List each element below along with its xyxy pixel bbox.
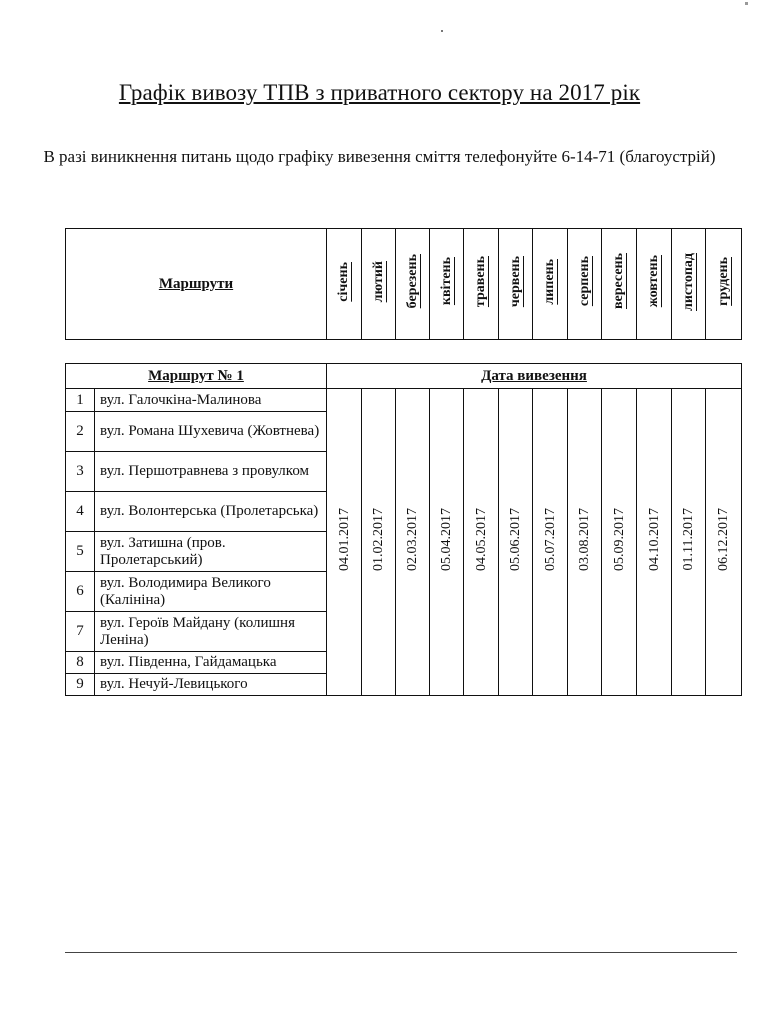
- street-name: вул. Затишна (пров. Пролетарський): [95, 532, 327, 572]
- date-cell: [464, 389, 499, 696]
- date-cell: [396, 389, 430, 696]
- pickup-date: 01.02.2017: [371, 508, 386, 571]
- date-cell: [568, 389, 602, 696]
- date-cell: [362, 389, 396, 696]
- pickup-date: 02.03.2017: [405, 508, 420, 571]
- scan-speck: [441, 30, 443, 32]
- month-label: травень: [473, 255, 488, 308]
- footer-divider: [65, 952, 737, 953]
- month-label: листопад: [680, 252, 696, 311]
- street-name: вул. Романа Шухевича (Жовтнева): [95, 412, 327, 452]
- pickup-date: 03.08.2017: [577, 508, 592, 571]
- date-cell: [499, 389, 533, 696]
- month-cell: [327, 229, 362, 340]
- pickup-date: 04.01.2017: [336, 508, 352, 571]
- months-header-table: [65, 228, 742, 340]
- date-cell: [672, 389, 706, 696]
- street-name: вул. Галочкіна-Малинова: [95, 389, 327, 412]
- pickup-date: 05.04.2017: [439, 508, 454, 571]
- month-cell: [396, 229, 430, 340]
- street-name: вул. Першотравнева з провулком: [95, 452, 327, 492]
- scan-speck: [745, 2, 748, 5]
- pickup-date: 05.09.2017: [611, 508, 627, 571]
- date-cell: [637, 389, 672, 696]
- route-name: Маршрут № 1: [66, 364, 327, 389]
- date-cell: [430, 389, 464, 696]
- month-cell: [430, 229, 464, 340]
- routes-header-cell: [66, 229, 327, 340]
- month-label: червень: [507, 255, 523, 308]
- date-cell: [533, 389, 568, 696]
- street-name: вул. Волонтерська (Пролетарська): [95, 492, 327, 532]
- row-number: 5: [66, 532, 95, 572]
- pickup-date: 06.12.2017: [716, 508, 731, 571]
- month-cell: [672, 229, 706, 340]
- month-label: серпень: [576, 256, 592, 307]
- row-number: 4: [66, 492, 95, 532]
- street-name: вул. Південна, Гайдамацька: [95, 652, 327, 674]
- month-label: лютий: [370, 260, 386, 303]
- month-cell: [602, 229, 637, 340]
- page-title: Графік вивозу ТПВ з приватного сектору на 2017 рік: [118, 80, 641, 105]
- route-schedule-table: [65, 363, 742, 696]
- dates-header: Дата вивезення: [327, 364, 742, 389]
- month-cell: [362, 229, 396, 340]
- date-cell: [327, 389, 362, 696]
- street-name: вул. Нечуй-Левицького: [95, 674, 327, 696]
- pickup-date: 05.07.2017: [542, 508, 558, 571]
- date-cell: [706, 389, 742, 696]
- row-number: 3: [66, 452, 95, 492]
- pickup-date: 04.10.2017: [646, 508, 662, 571]
- month-label: жовтень: [646, 255, 661, 308]
- month-cell: [568, 229, 602, 340]
- month-label: вересень: [611, 253, 626, 310]
- month-cell: [533, 229, 568, 340]
- street-name: вул. Володимира Великого (Калініна): [95, 572, 327, 612]
- pickup-date: 01.11.2017: [681, 508, 696, 571]
- month-label: січень: [336, 261, 351, 302]
- month-label: квітень: [438, 257, 454, 306]
- row-number: 9: [66, 674, 95, 696]
- month-label: березень: [404, 254, 420, 309]
- street-name: вул. Героїв Майдану (колишня Леніна): [95, 612, 327, 652]
- date-cell: [602, 389, 637, 696]
- month-cell: [464, 229, 499, 340]
- month-label: липень: [542, 258, 557, 305]
- routes-label: Маршрути: [158, 276, 234, 292]
- month-cell: [706, 229, 742, 340]
- month-cell: [499, 229, 533, 340]
- row-number: 7: [66, 612, 95, 652]
- row-number: 2: [66, 412, 95, 452]
- contact-note: В разі виникнення питань щодо графіку вивезення сміття телефонуйте 6-14-71 (благоустрій): [43, 147, 716, 166]
- pickup-date: 04.05.2017: [473, 508, 489, 571]
- row-number: 6: [66, 572, 95, 612]
- month-label: грудень: [715, 257, 731, 306]
- row-number: 1: [66, 389, 95, 412]
- pickup-date: 05.06.2017: [508, 508, 523, 571]
- row-number: 8: [66, 652, 95, 674]
- month-cell: [637, 229, 672, 340]
